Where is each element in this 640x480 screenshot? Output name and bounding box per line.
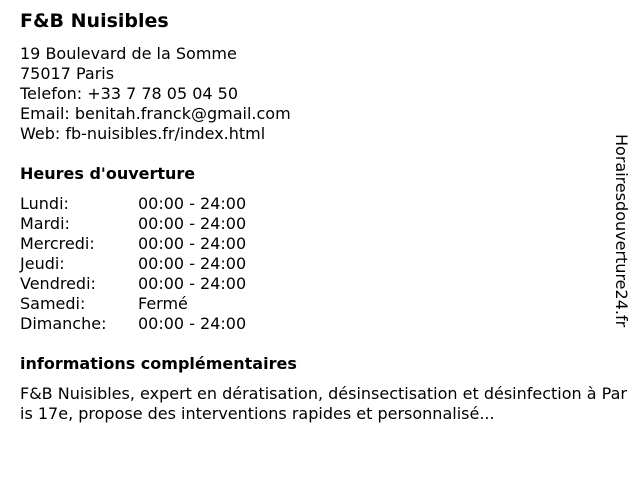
hours-row-friday xyxy=(20,274,320,294)
hours-value: 00:00 - 24:00 xyxy=(138,274,247,293)
day-label: Vendredi: xyxy=(20,274,96,293)
hours-row-sunday xyxy=(20,314,320,334)
hours-value: 00:00 - 24:00 xyxy=(138,234,247,253)
day-label: Samedi: xyxy=(20,294,86,313)
hours-value: 00:00 - 24:00 xyxy=(138,254,247,273)
day-label: Jeudi: xyxy=(20,254,65,273)
hours-value: 00:00 - 24:00 xyxy=(138,194,247,213)
day-label: Mardi: xyxy=(20,214,70,233)
address-city: 75017 Paris xyxy=(20,64,115,83)
business-description: F&B Nuisibles, expert en dératisation, désinsectisation et désinfection à Paris 17e, propose des interventions rapides et personnalisé... xyxy=(20,384,627,423)
day-label: Dimanche: xyxy=(20,314,107,333)
hours-row-tuesday xyxy=(20,214,320,234)
watermark-text: Horairesdouverture24.fr xyxy=(612,134,631,328)
address-street: 19 Boulevard de la Somme xyxy=(20,44,237,63)
website-text: Web: fb-nuisibles.fr/index.html xyxy=(20,124,266,143)
business-name: F&B Nuisibles xyxy=(20,10,169,32)
hours-row-saturday xyxy=(20,294,320,314)
opening-hours-table xyxy=(20,194,320,334)
additional-info-heading: informations complémentaires xyxy=(20,354,297,373)
phone-text: Telefon: +33 7 78 05 04 50 xyxy=(20,84,239,103)
hours-row-monday xyxy=(20,194,320,214)
email-text: Email: benitah.franck@gmail.com xyxy=(20,104,291,123)
hours-row-wednesday xyxy=(20,234,320,254)
day-label: Lundi: xyxy=(20,194,69,213)
hours-row-thursday xyxy=(20,254,320,274)
hours-value: 00:00 - 24:00 xyxy=(138,214,247,233)
hours-value: 00:00 - 24:00 xyxy=(138,314,247,333)
site-watermark xyxy=(612,134,632,370)
hours-value: Fermé xyxy=(138,294,188,313)
day-label: Mercredi: xyxy=(20,234,95,253)
opening-hours-heading: Heures d'ouverture xyxy=(20,164,196,183)
contact-details xyxy=(20,44,291,144)
